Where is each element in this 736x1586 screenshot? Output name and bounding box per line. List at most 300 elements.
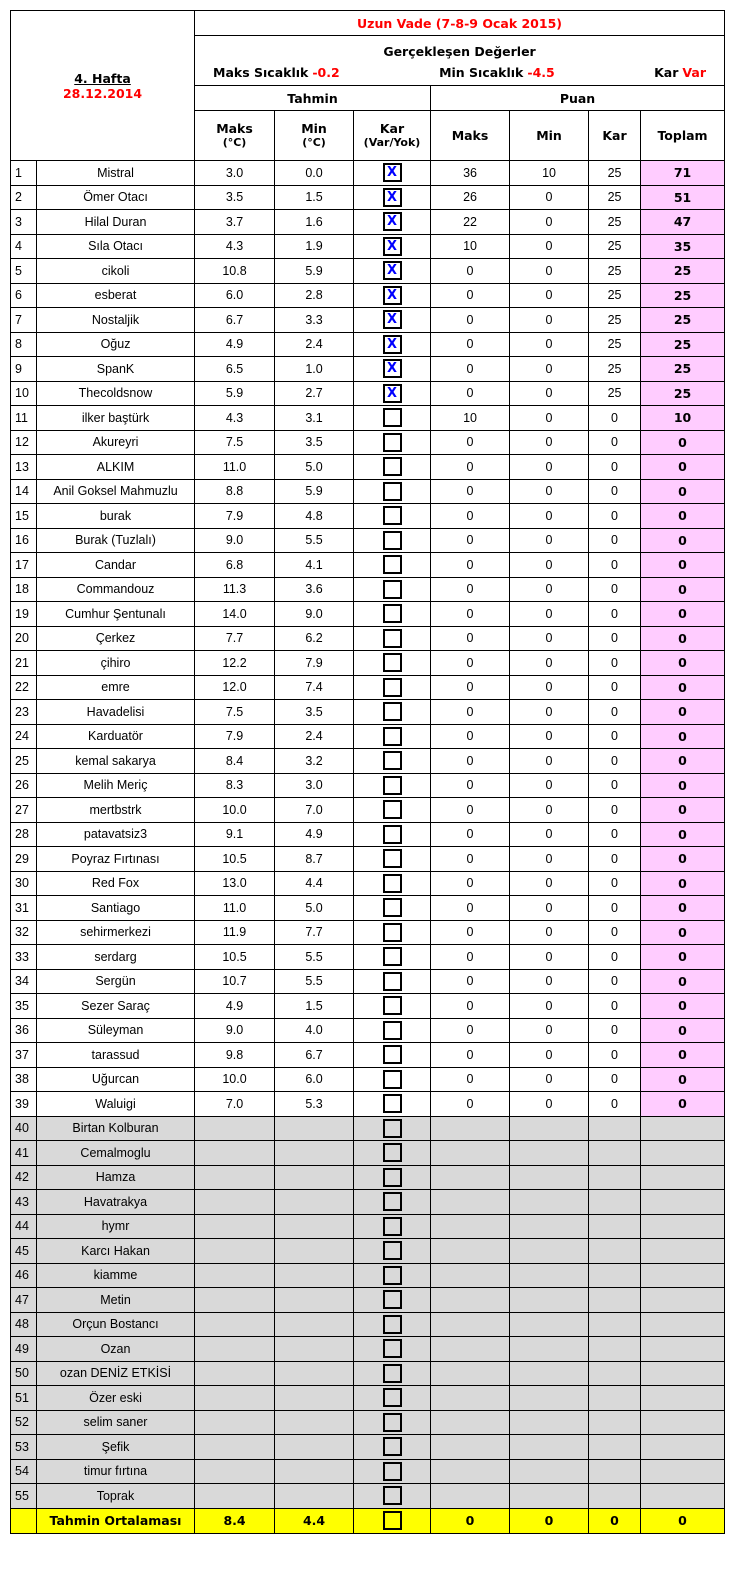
snow-checkbox[interactable] [383,653,402,672]
forecast-max-cell: 12.0 [195,675,275,700]
snow-checkbox[interactable] [383,433,402,452]
average-blank-cell [11,1508,37,1533]
forecast-max-cell: 7.7 [195,626,275,651]
snow-checkbox[interactable] [383,1094,402,1113]
forecast-min-cell [275,1214,354,1239]
forecast-max-cell [195,1312,275,1337]
score-min-cell [510,1263,589,1288]
score-snow-cell: 25 [589,332,641,357]
score-max-cell: 0 [431,994,510,1019]
snow-checkbox[interactable] [383,1511,402,1530]
snow-checkbox[interactable] [383,1168,402,1187]
snow-checkbox[interactable]: X [383,359,402,378]
forecast-min-cell [275,1361,354,1386]
snow-checkbox[interactable] [383,1388,402,1407]
total-cell: 0 [641,822,725,847]
total-cell: 25 [641,259,725,284]
score-snow-cell: 0 [589,455,641,480]
snow-forecast-cell [354,871,431,896]
table-row [11,920,725,945]
snow-forecast-cell [354,1312,431,1337]
rank-cell: 45 [11,1239,37,1264]
table-row [11,1018,725,1043]
score-max-cell [431,1165,510,1190]
score-max-cell: 0 [431,700,510,725]
name-cell: Havadelisi [37,700,195,725]
forecast-max-cell [195,1484,275,1509]
forecast-min-cell: 2.4 [275,724,354,749]
score-max-cell [431,1484,510,1509]
col-score-snow: Kar [589,111,641,161]
forecast-max-cell: 4.9 [195,332,275,357]
table-row [11,602,725,627]
forecast-max-cell [195,1386,275,1411]
forecast-max-cell: 10.7 [195,969,275,994]
rank-cell: 8 [11,332,37,357]
score-min-cell: 0 [510,896,589,921]
total-cell: 0 [641,504,725,529]
snow-checkbox[interactable]: X [383,188,402,207]
table-row [11,528,725,553]
snow-checkbox[interactable] [383,1462,402,1481]
snow-checkbox[interactable] [383,898,402,917]
snow-forecast-cell [354,749,431,774]
total-cell [641,1116,725,1141]
rank-cell: 36 [11,1018,37,1043]
forecast-max-cell [195,1361,275,1386]
total-cell [641,1288,725,1313]
name-cell: Özer eski [37,1386,195,1411]
actual-min: Min Sıcaklık -4.5 [439,64,555,80]
snow-checkbox[interactable] [383,776,402,795]
table-row [11,1067,725,1092]
total-cell: 25 [641,357,725,382]
table-row [11,969,725,994]
score-max-cell: 10 [431,406,510,431]
forecast-min-cell [275,1410,354,1435]
score-min-cell: 0 [510,1018,589,1043]
score-snow-cell [589,1484,641,1509]
total-cell: 71 [641,161,725,186]
score-min-cell: 0 [510,234,589,259]
score-min-cell: 0 [510,406,589,431]
total-cell: 0 [641,798,725,823]
rank-cell: 4 [11,234,37,259]
snow-checkbox[interactable] [383,751,402,770]
rank-cell: 15 [11,504,37,529]
snow-checkbox[interactable]: X [383,261,402,280]
score-snow-cell: 25 [589,259,641,284]
rank-cell: 40 [11,1116,37,1141]
score-max-cell [431,1239,510,1264]
name-cell: Waluigi [37,1092,195,1117]
forecast-min-cell [275,1435,354,1460]
forecast-min-cell: 3.6 [275,577,354,602]
snow-forecast-cell [354,185,431,210]
score-max-cell: 0 [431,504,510,529]
snow-checkbox[interactable] [383,678,402,697]
snow-checkbox[interactable] [383,923,402,942]
snow-checkbox[interactable] [383,874,402,893]
snow-checkbox[interactable] [383,947,402,966]
total-cell: 0 [641,479,725,504]
rank-cell: 5 [11,259,37,284]
total-cell: 0 [641,1018,725,1043]
table-row [11,675,725,700]
table-row [11,1337,725,1362]
forecast-max-cell [195,1263,275,1288]
snow-forecast-cell [354,1214,431,1239]
score-snow-cell: 0 [589,1092,641,1117]
name-cell: selim saner [37,1410,195,1435]
score-snow-cell [589,1361,641,1386]
score-snow-cell: 0 [589,700,641,725]
name-cell: Red Fox [37,871,195,896]
forecast-min-cell: 5.5 [275,945,354,970]
snow-checkbox[interactable] [383,580,402,599]
name-cell: tarassud [37,1043,195,1068]
snow-checkbox[interactable]: X [383,335,402,354]
name-cell: Metin [37,1288,195,1313]
name-cell: Sergün [37,969,195,994]
forecast-min-cell [275,1190,354,1215]
snow-checkbox[interactable] [383,972,402,991]
score-snow-cell: 0 [589,626,641,651]
snow-forecast-cell [354,528,431,553]
name-cell: emre [37,675,195,700]
name-cell: esberat [37,283,195,308]
total-cell [641,1386,725,1411]
score-max-cell: 0 [431,308,510,333]
rank-cell: 43 [11,1190,37,1215]
col-total: Toplam [641,111,725,161]
name-cell: Poyraz Fırtınası [37,847,195,872]
table-row [11,822,725,847]
forecast-max-cell [195,1190,275,1215]
score-min-cell: 0 [510,479,589,504]
snow-checkbox[interactable] [383,1339,402,1358]
rank-cell: 9 [11,357,37,382]
name-cell: Sezer Saraç [37,994,195,1019]
name-cell: Hamza [37,1165,195,1190]
snow-checkbox[interactable] [383,1266,402,1285]
table-row [11,430,725,455]
snow-forecast-cell [354,1288,431,1313]
score-snow-cell: 0 [589,651,641,676]
score-max-cell: 10 [431,234,510,259]
forecast-group-header: Tahmin [195,86,431,111]
score-snow-cell: 25 [589,357,641,382]
name-cell: Cemalmoglu [37,1141,195,1166]
snow-forecast-cell [354,896,431,921]
total-cell [641,1361,725,1386]
total-cell: 0 [641,896,725,921]
score-snow-cell [589,1459,641,1484]
score-min-cell: 0 [510,724,589,749]
snow-checkbox[interactable]: X [383,237,402,256]
snow-checkbox[interactable] [383,849,402,868]
snow-checkbox[interactable] [383,506,402,525]
rank-cell: 20 [11,626,37,651]
forecast-max-cell [195,1141,275,1166]
forecast-max-cell: 7.0 [195,1092,275,1117]
name-cell: Melih Meriç [37,773,195,798]
forecast-max-cell: 7.9 [195,504,275,529]
name-cell: Şefik [37,1435,195,1460]
table-row [11,1263,725,1288]
total-cell: 0 [641,969,725,994]
forecast-max-cell [195,1116,275,1141]
score-max-cell: 0 [431,430,510,455]
forecast-min-cell [275,1288,354,1313]
rank-cell: 13 [11,455,37,480]
name-cell: Hilal Duran [37,210,195,235]
forecast-min-cell: 4.0 [275,1018,354,1043]
snow-forecast-cell [354,1337,431,1362]
name-cell: Akureyri [37,430,195,455]
forecast-max-cell: 7.5 [195,700,275,725]
total-cell: 0 [641,1067,725,1092]
total-cell [641,1484,725,1509]
forecast-max-cell: 6.5 [195,357,275,382]
total-cell [641,1435,725,1460]
name-cell: ozan DENİZ ETKİSİ [37,1361,195,1386]
total-cell: 0 [641,847,725,872]
snow-checkbox[interactable] [383,1021,402,1040]
table-row [11,1190,725,1215]
score-max-cell [431,1312,510,1337]
table-row [11,847,725,872]
score-min-cell: 0 [510,626,589,651]
rank-cell: 42 [11,1165,37,1190]
score-max-cell [431,1141,510,1166]
score-max-cell: 0 [431,381,510,406]
snow-checkbox[interactable] [383,1486,402,1505]
average-label: Tahmin Ortalaması [37,1508,195,1533]
total-cell [641,1312,725,1337]
forecast-max-cell: 4.3 [195,234,275,259]
score-snow-cell [589,1435,641,1460]
total-cell [641,1459,725,1484]
snow-checkbox[interactable] [383,482,402,501]
forecast-max-cell: 9.0 [195,1018,275,1043]
total-cell: 0 [641,577,725,602]
score-max-cell: 0 [431,651,510,676]
snow-checkbox[interactable]: X [383,212,402,231]
name-cell: Mistral [37,161,195,186]
score-snow-cell [589,1312,641,1337]
score-min-cell: 0 [510,455,589,480]
table-row [11,1043,725,1068]
rank-cell: 14 [11,479,37,504]
score-max-cell [431,1337,510,1362]
table-row [11,210,725,235]
forecast-min-cell: 7.7 [275,920,354,945]
snow-checkbox[interactable] [383,1119,402,1138]
score-min-cell: 0 [510,357,589,382]
snow-checkbox[interactable] [383,1217,402,1236]
score-min-cell: 0 [510,185,589,210]
forecast-min-cell: 5.9 [275,259,354,284]
table-row [11,871,725,896]
forecast-max-cell: 12.2 [195,651,275,676]
score-snow-cell [589,1190,641,1215]
snow-checkbox[interactable] [383,1241,402,1260]
snow-forecast-cell [354,700,431,725]
score-min-cell: 0 [510,553,589,578]
rank-cell: 7 [11,308,37,333]
snow-checkbox[interactable] [383,702,402,721]
score-min-cell: 0 [510,945,589,970]
name-cell: patavatsiz3 [37,822,195,847]
actual-snow: Kar Var [654,64,706,80]
table-row [11,1116,725,1141]
rank-cell: 3 [11,210,37,235]
forecast-min-cell: 6.0 [275,1067,354,1092]
score-min-cell [510,1312,589,1337]
total-cell: 0 [641,920,725,945]
snow-checkbox[interactable] [383,727,402,746]
snow-checkbox[interactable] [383,1192,402,1211]
score-min-cell: 0 [510,773,589,798]
snow-checkbox[interactable] [383,457,402,476]
snow-checkbox[interactable] [383,996,402,1015]
snow-checkbox[interactable] [383,531,402,550]
snow-checkbox[interactable] [383,800,402,819]
score-max-cell [431,1410,510,1435]
score-min-cell [510,1410,589,1435]
snow-checkbox[interactable] [383,1290,402,1309]
total-cell: 0 [641,773,725,798]
snow-checkbox[interactable] [383,1364,402,1383]
total-cell: 0 [641,651,725,676]
name-cell: kemal sakarya [37,749,195,774]
score-snow-cell [589,1116,641,1141]
table-row [11,1165,725,1190]
average-forecast-max: 8.4 [195,1508,275,1533]
snow-forecast-cell [354,577,431,602]
total-cell [641,1239,725,1264]
total-cell: 25 [641,308,725,333]
rank-cell: 52 [11,1410,37,1435]
table-row [11,749,725,774]
col-score-min: Min [510,111,589,161]
score-snow-cell [589,1214,641,1239]
snow-checkbox[interactable] [383,604,402,623]
snow-checkbox[interactable] [383,555,402,574]
table-row [11,651,725,676]
score-min-cell: 0 [510,332,589,357]
score-min-cell: 0 [510,528,589,553]
snow-checkbox[interactable] [383,1413,402,1432]
total-cell [641,1337,725,1362]
table-row [11,724,725,749]
snow-forecast-cell [354,822,431,847]
name-cell: timur fırtına [37,1459,195,1484]
snow-forecast-cell [354,1092,431,1117]
forecast-max-cell: 11.9 [195,920,275,945]
score-max-cell [431,1435,510,1460]
actual-values-title: Gerçekleşen Değerler [383,43,536,59]
score-snow-cell: 0 [589,871,641,896]
forecast-max-cell: 10.5 [195,945,275,970]
snow-checkbox[interactable]: X [383,384,402,403]
score-max-cell: 0 [431,847,510,872]
name-cell: burak [37,504,195,529]
score-max-cell: 0 [431,479,510,504]
score-snow-cell: 25 [589,210,641,235]
rank-cell: 31 [11,896,37,921]
snow-checkbox[interactable] [383,1437,402,1456]
score-min-cell: 0 [510,381,589,406]
table-row [11,1361,725,1386]
snow-forecast-cell [354,651,431,676]
total-cell: 0 [641,528,725,553]
forecast-min-cell: 6.2 [275,626,354,651]
score-min-cell [510,1337,589,1362]
snow-checkbox[interactable] [383,629,402,648]
name-cell: Toprak [37,1484,195,1509]
score-snow-cell [589,1410,641,1435]
score-snow-cell [589,1239,641,1264]
snow-checkbox[interactable] [383,1143,402,1162]
table-row [11,283,725,308]
table-row [11,504,725,529]
snow-checkbox[interactable] [383,1070,402,1089]
table-row [11,1386,725,1411]
rank-cell: 10 [11,381,37,406]
score-max-cell [431,1459,510,1484]
total-cell: 0 [641,1043,725,1068]
forecast-min-cell [275,1239,354,1264]
score-snow-cell: 0 [589,994,641,1019]
forecast-min-cell: 5.0 [275,896,354,921]
actual-snow-value: Var [682,64,706,80]
table-row [11,626,725,651]
score-max-cell: 0 [431,749,510,774]
rank-cell: 50 [11,1361,37,1386]
score-min-cell: 0 [510,871,589,896]
score-snow-cell: 0 [589,798,641,823]
rank-cell: 18 [11,577,37,602]
score-min-cell [510,1361,589,1386]
name-cell: Sıla Otacı [37,234,195,259]
forecast-max-cell [195,1435,275,1460]
snow-checkbox[interactable] [383,1315,402,1334]
score-max-cell [431,1190,510,1215]
snow-checkbox[interactable]: X [383,310,402,329]
name-cell: mertbstrk [37,798,195,823]
total-cell: 0 [641,945,725,970]
average-forecast-min: 4.4 [275,1508,354,1533]
snow-checkbox[interactable] [383,1045,402,1064]
rank-cell: 21 [11,651,37,676]
snow-forecast-cell [354,283,431,308]
total-cell: 25 [641,381,725,406]
snow-checkbox[interactable] [383,825,402,844]
rank-cell: 26 [11,773,37,798]
snow-checkbox[interactable]: X [383,286,402,305]
snow-forecast-cell [354,1410,431,1435]
forecast-min-cell: 0.0 [275,161,354,186]
rank-cell: 17 [11,553,37,578]
score-snow-cell [589,1386,641,1411]
forecast-max-cell [195,1410,275,1435]
score-max-cell: 0 [431,553,510,578]
snow-checkbox[interactable]: X [383,163,402,182]
snow-checkbox[interactable] [383,408,402,427]
table-row [11,1092,725,1117]
